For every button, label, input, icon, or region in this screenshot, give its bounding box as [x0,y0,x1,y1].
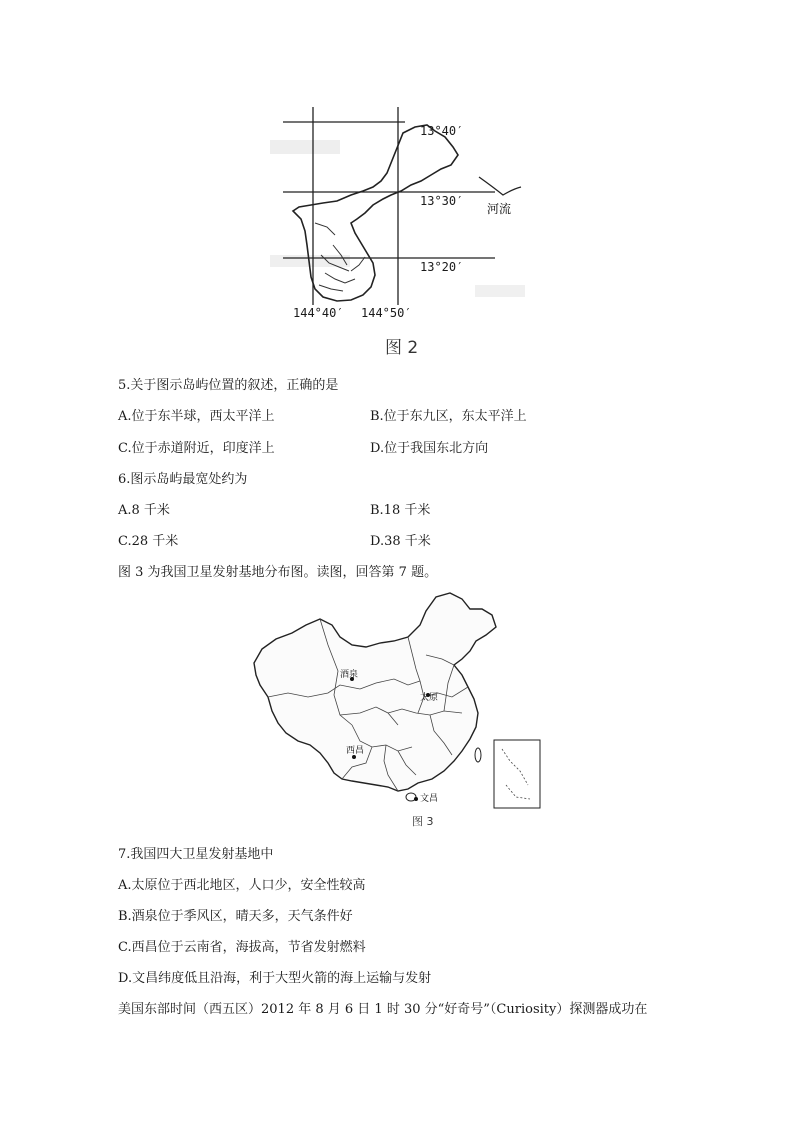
q7-option-c: C.西昌位于云南省，海拔高，节省发射燃料 [118,940,366,955]
figure-3-china-map [248,585,548,830]
q5-option-a: A.位于东半球，西太平洋上 [118,409,275,424]
lon-label-144-40: 144°40′ [293,306,344,320]
next-question-intro: 美国东部时间（西五区）2012 年 8 月 6 日 1 时 30 分“好奇号”（Curiosity）探测器成功在 [118,1002,648,1017]
figure-3-intro: 图 3 为我国卫星发射基地分布图。读图，回答第 7 题。 [118,565,438,580]
q6-option-d: D.38 千米 [370,534,431,549]
lon-label-144-50: 144°50′ [361,306,412,320]
question-5-stem: 5.关于图示岛屿位置的叙述，正确的是 [118,378,339,393]
china-map-svg [248,585,548,830]
taiwan-island [475,748,481,762]
jiuquan-label: 酒泉 [340,670,359,680]
figure-2-island-map [255,95,535,360]
q5-option-b: B.位于东九区，东太平洋上 [370,409,527,424]
question-7-stem: 7.我国四大卫星发射基地中 [118,847,274,862]
question-6-stem: 6.图示岛屿最宽处约为 [118,472,248,487]
island-map-svg [255,95,535,360]
q5-option-c: C.位于赤道附近，印度洋上 [118,441,275,456]
figure-3-caption: 图 3 [412,815,434,828]
lat-label-13-40: 13°40′ [420,124,464,138]
taiyuan-label: 太原 [420,693,439,703]
q6-option-a: A.8 千米 [118,503,170,518]
q6-option-c: C.28 千米 [118,534,179,549]
wenchang-label: 文昌 [420,794,439,804]
lat-label-13-20: 13°20′ [420,260,464,274]
q6-option-b: B.18 千米 [370,503,431,518]
q7-option-b: B.酒泉位于季风区，晴天多，天气条件好 [118,909,353,924]
wenchang-site-marker [414,797,418,801]
q7-option-a: A.太原位于西北地区，人口少，安全性较高 [118,878,366,893]
lat-label-13-30: 13°30′ [420,194,464,208]
q5-option-d: D.位于我国东北方向 [370,441,489,456]
q7-option-d: D.文昌纬度低且沿海，利于大型火箭的海上运输与发射 [118,971,432,986]
xichang-label: 西昌 [346,746,365,756]
south-china-sea-inset [494,740,540,808]
figure-2-caption: 图 2 [385,338,419,358]
river-legend-label: 河流 [487,202,512,216]
